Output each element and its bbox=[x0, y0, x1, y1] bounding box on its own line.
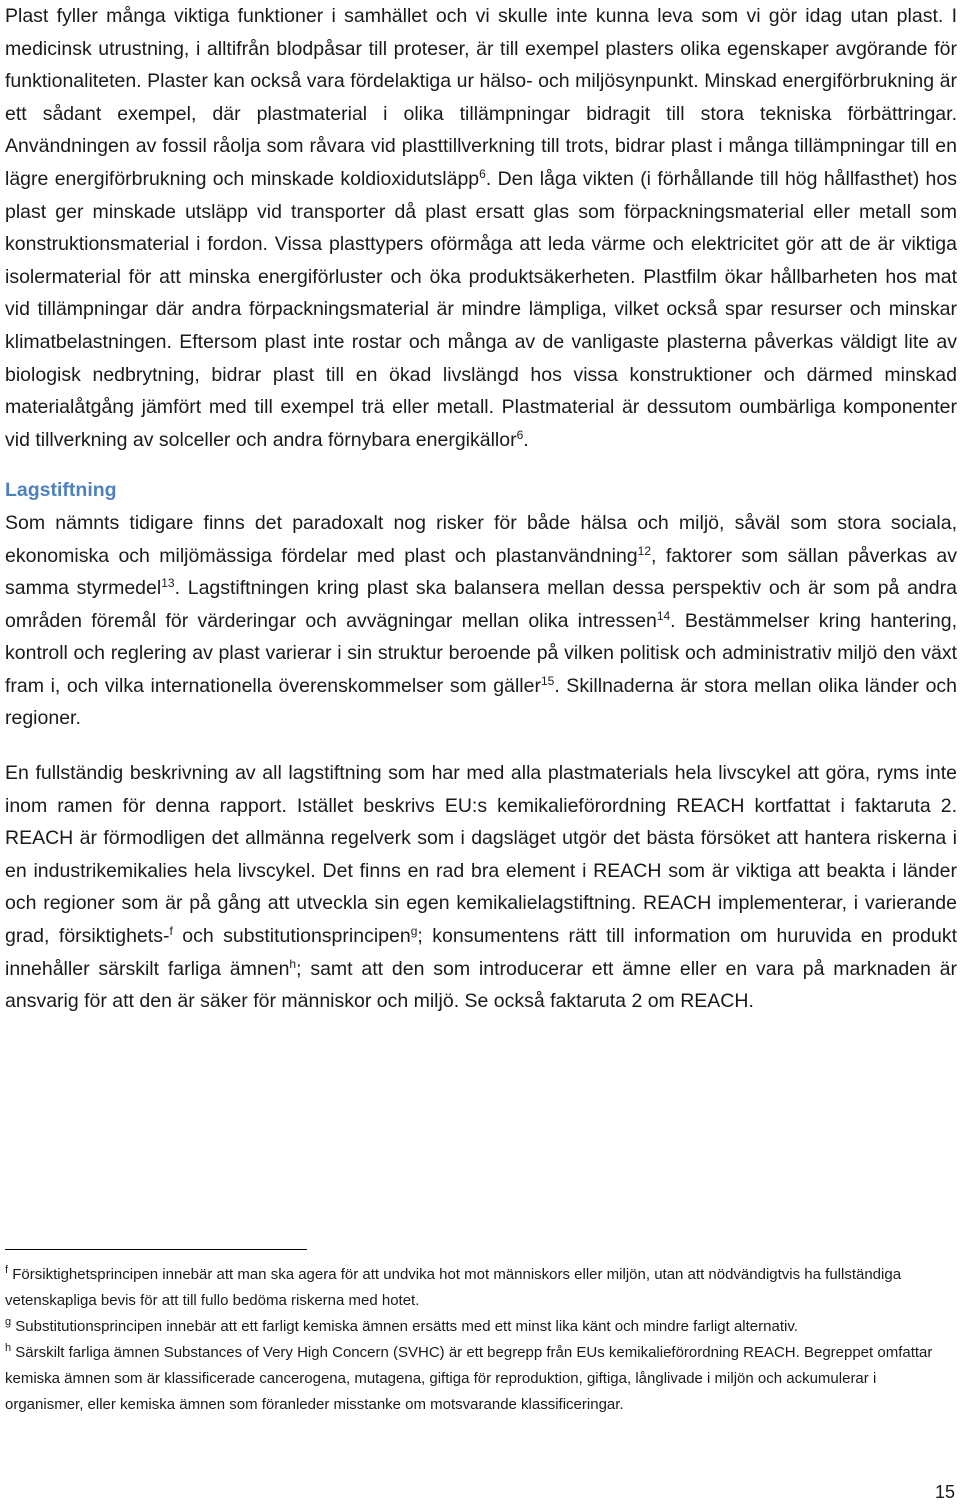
footnote-text: Särskilt farliga ämnen Substances of Very High Concern (SVHC) är ett begrepp från EUs kemikalieförordning REACH. Begreppet omfattar kemiska ämnen som är klassificerade cancerogena, mutagena, giftiga för reproduktion, giftiga, långlivade i miljön och ackumulerar i organismer, eller kemiska ämnen som föranleder misstanke om motsvarande klassificeringar. bbox=[5, 1344, 933, 1413]
page-number: 15 bbox=[934, 1482, 955, 1502]
paragraph-text: En fullständig beskrivning av all lagstiftning som har med alla plastmaterials hela livscykel att göra, ryms inte inom ramen för denna rapport. Istället beskrivs EU:s kemikalieförordning REACH kortfattat i faktaruta 2. REACH är förmodligen det allmänna regelverk som i dagsläget utgör det bästa försöket att hantera riskerna i en industrikemikalies hela livscykel. Det finns en rad bra element i REACH som är viktiga att beakta i länder och regioner som är på gång att utveckla sin egen kemikalielagstiftning. REACH implementerar, i varierande grad, försiktighets- bbox=[5, 762, 957, 948]
lagstiftning-paragraph bbox=[5, 507, 957, 735]
section-heading: Lagstiftning bbox=[5, 479, 117, 502]
paragraph-text: och substitutionsprincipen bbox=[172, 925, 411, 948]
footnote-mark: f bbox=[5, 1264, 9, 1276]
paragraph-text: . Lagstiftningen kring plast ska balansera mellan dessa perspektiv och är som på andra områden föremål för värderingar och avvägningar mellan olika intressen bbox=[5, 577, 957, 632]
document-page bbox=[5, 0, 957, 1018]
footnote-ref: h bbox=[289, 956, 297, 971]
footnote-ref: 15 bbox=[540, 673, 555, 688]
paragraph-text: . Skillnaderna är stora mellan olika länder och regioner. bbox=[5, 674, 958, 730]
footnote-separator bbox=[5, 1249, 307, 1250]
paragraph-text: . Bestämmelser kring hantering, kontroll och reglering av plast varierar i sin struktur beroende på vilken politisk och administrativ miljö den växt fram i, och vilka internationella överenskommelser som gäller bbox=[5, 609, 957, 697]
paragraph-text: ; samt att den som introducerar ett ämne eller en vara på marknaden är ansvarig för att den är säker för människor och miljö. Se också faktaruta 2 om REACH. bbox=[5, 957, 958, 1013]
footnote-ref: 13 bbox=[161, 576, 175, 591]
footnote-ref: g bbox=[410, 924, 418, 939]
footnote-ref: f bbox=[169, 924, 173, 939]
footnote-ref: 12 bbox=[637, 543, 652, 558]
intro-text-3: . bbox=[523, 428, 529, 451]
intro-paragraph bbox=[5, 0, 957, 456]
footnote-mark: g bbox=[5, 1316, 12, 1328]
footnote-f bbox=[5, 1262, 955, 1314]
footnote-ref: 6 bbox=[516, 427, 524, 442]
footnote-text: Substitutionsprincipen innebär att ett farligt kemiska ämnen ersätts med ett minst lika känt och mindre farligt alternativ. bbox=[11, 1318, 798, 1335]
intro-text-1: Plast fyller många viktiga funktioner i samhället och vi skulle inte kunna leva som vi gör idag utan plast. I medicinsk utrustning, i alltifrån blodpåsar till proteser, är till exempel plasters olika egenskaper avgörande för funktionaliteten. Plaster kan också vara fördelaktiga ur hälso- och miljösynpunkt. Minskad energiförbrukning är ett sådant exempel, där plastmaterial i olika tillämpningar bidragit till stora tekniska förbättringar. Användningen av fossil råolja som råvara vid plasttillverkning till trots, bidrar plast i många tillämpningar till en lägre energiförbrukning och minskade koldioxidutsläpp bbox=[5, 5, 957, 190]
footnote-ref: 14 bbox=[656, 608, 671, 623]
paragraph-text: ; konsumentens rätt till information om huruvida en produkt innehåller särskilt farliga ämnen bbox=[5, 925, 957, 980]
footnote-g bbox=[5, 1314, 955, 1340]
footnote-h bbox=[5, 1340, 955, 1418]
paragraph-text: Som nämnts tidigare finns det paradoxalt nog risker för både hälsa och miljö, såväl som stora sociala, ekonomiska och miljömässiga fördelar med plast och plastanvändning bbox=[5, 511, 957, 567]
footnote-ref: 6 bbox=[479, 166, 486, 181]
footnote-text: Försiktighetsprincipen innebär att man ska agera för att undvika hot mot människors eller miljön, utan att nödvändigtvis ha fullständiga vetenskapliga bevis för att till fullo bedöma riskerna med hotet. bbox=[5, 1266, 902, 1309]
footnote-mark: h bbox=[5, 1342, 12, 1354]
reach-paragraph bbox=[5, 757, 957, 1018]
footnotes bbox=[5, 1262, 955, 1418]
intro-text-2: . Den låga vikten (i förhållande till hög hållfasthet) hos plast ger minskade utsläpp vid transporter då plast ersatt glas som förpackningsmaterial eller metall som konstruktionsmaterial i fordon. Vissa plasttypers oförmåga att leda värme och elektricitet gör att de är viktiga isolermaterial för att minska energiförluster och öka produktsäkerheten. Plastfilm ökar hållbarheten hos mat vid tillämpningar där andra förpackningsmaterial är mindre lämpliga, vilket också spar resurser och minskar klimatbelastningen. Eftersom plast inte rostar och många av de vanligaste plasterna påverkas väldigt lite av biologisk nedbrytning, bidrar plast till en ökad livslängd hos vissa konstruktioner och därmed minskad materialåtgång jämfört med till exempel trä eller metall. Plastmaterial är dessutom oumbärliga komponenter vid tillverkning av solceller och andra förnybara energikällor bbox=[5, 167, 957, 451]
paragraph-text: , faktorer som sällan påverkas av samma styrmedel bbox=[5, 544, 958, 600]
